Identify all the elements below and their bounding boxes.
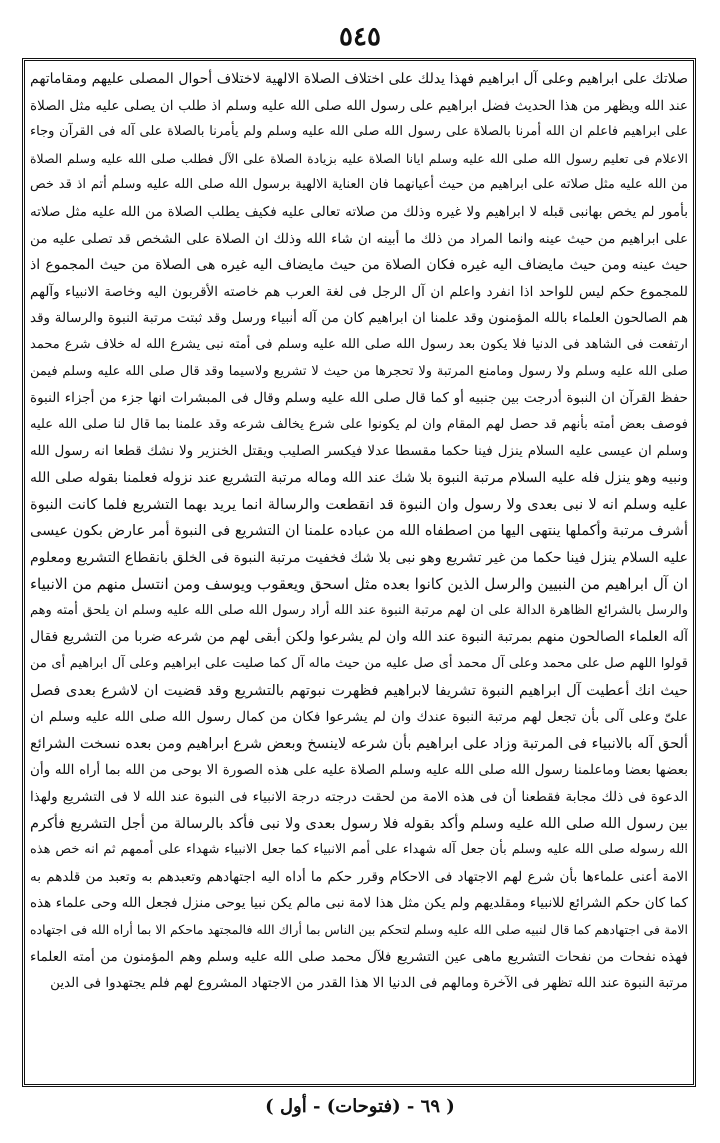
text-line: الامة أعنى علماءها بأن شرع لهم الاجتهاد فى الاحكام وقرر حكم ما أداه اليه اجتهادهم وتعبدهم به وتعبد من قلدهم به xyxy=(30,868,688,885)
text-line: على ابراهيم من حيث عينه وانما المراد من ذلك ما أبينه ان شاء الله وذلك ان الصلاة على الشخص قد تصلى عليه من xyxy=(30,230,688,247)
text-line: علىّ وعلى آلى بأن تجعل لهم مرتبة النبوة عندك وان لم يشرعوا فكان من كمال رسول الله صلى الله عليه وسلم ان xyxy=(30,709,688,726)
text-line: بأمور لم يخص بهانبى قبله لا ابراهيم ولا غيره وذلك من صلاته تعالى عليه فكيف يطلب الصلاة من الله عليه مثل صلاته xyxy=(30,203,688,220)
text-line: الامة فى اجتهادهم كما قال لنبيه صلى الله عليه وسلم لتحكم بين الناس بما أراك الله فالمجتهد ماحكم الا بما أراه الله فى اجتهاده xyxy=(30,922,688,937)
text-line: الاعلام فى تعليم رسول الله صلى الله عليه وسلم ايانا الصلاة عليه بزيادة الصلاة على الآل فطلب صلى الله عليه وسلم الصلاة xyxy=(30,150,688,166)
text-line: حيث انك أعطيت آل ابراهيم النبوة تشريفا لابراهيم فظهرت نبوتهم بالتشريع وقد قضيت ان لاشرع بعدى فصل xyxy=(30,682,688,699)
text-line: بعضها بعضا وماعلمنا رسول الله صلى الله عليه وسلم الصلاة عليه على هذه الصورة الا بوحى من الله بما أراه الله وأن xyxy=(30,762,688,779)
text-line: ونبيه وهو ينزل فله عليه السلام مرتبة النبوة بلا شك عند الله وماله مرتبة التشريع عند نزوله فعلمنا بقوله صلى الله xyxy=(30,469,688,486)
text-line: عليه السلام ينزل فينا حكما من غير تشريع وهو نبى بلا شك فخفيت مرتبة النبوة فى الخلق بانقطاع التشريع ومعلوم xyxy=(30,549,688,566)
text-line: للمجموع حكم ليس للواحد اذا انفرد واعلم ان آل الرجل فى لغة العرب هم خاصته الأقربون اليه وخاصة الانبياء وآلهم xyxy=(30,283,688,300)
text-line: وسلم ان عيسى عليه السلام ينزل فينا حكما مقسطا عدلا فيكسر الصليب ويقتل الخنزير ولا نشك قطعا انه رسول الله xyxy=(30,443,688,460)
text-line: فوصف بعض أمته بأنهم قد حصل لهم المقام وان لم يكونوا على شرع يخالف شرعه وقد علمنا بما قال لنا صلى الله عليه xyxy=(30,416,688,432)
text-line: حفظ القرآن ان النبوة أدرجت بين جنبيه أو كما قال صلى الله عليه وسلم وقال فى المبشرات انها جزء من أجزاء النبوة xyxy=(30,390,688,407)
text-line: الدعوة فى ذلك مجابة فقطعنا أن فى هذه الامة من لحقت درجته درجة الانبياء فى النبوة عند الله لا فى التشريع ولهذا xyxy=(30,789,688,806)
text-line: قولوا اللهم صل على محمد وعلى آل محمد أى صل عليه من حيث ماله آل كما صليت على ابراهيم وعلى آل ابراهيم أى من xyxy=(30,656,688,672)
text-line: مرتبة النبوة عند الله تظهر فى الآخرة ومالهم فى الدنيا الا هذا القدر من الاجتهاد المشروع لهم فلم يجتهدوا فى الدين xyxy=(50,975,688,992)
text-line: ارتفعت فى الشاهد فى الدنيا فلا يكون بعد رسول الله صلى الله عليه وسلم فى أمته نبى يشرع الله له خلاف شرع محمد xyxy=(30,336,688,352)
text-line: بين رسول الله صلى الله عليه وسلم وأكد بقوله فلا رسول بعدى ولا نبى فأكد بالرسالة من أجل التشريع فأكرم xyxy=(30,815,688,832)
text-line: عند الله ويظهر من هذا الحديث فضل ابراهيم على رسول الله صلى الله عليه وسلم اذ طلب ان يصلى عليه مثل الصلاة xyxy=(30,97,688,114)
text-line: حيث عينه ومن حيث مايضاف اليه غيره فكان الصلاة من حيث مايضاف اليه غيره هى الصلاة من حيث المجموع اذ xyxy=(30,257,688,274)
text-line: صلى الله عليه وسلم ولا رسول ومامنع المرتبة ولا تحجرها من حيث لا تشريع ولاسيما وقد قال صلى الله عليه وسلم فيمن xyxy=(30,363,688,379)
text-line: على ابراهيم فاعلم ان الله أمرنا بالصلاة على رسول الله صلى الله عليه وسلم ولم يأمرنا بالصلاة على آله فى القرآن وجاء xyxy=(30,124,688,140)
text-line: من الله عليه مثل صلاته على ابراهيم من حيث أعيانهما فان العناية الالهية برسول الله صلى الله عليه وسلم أتم اذ قد خص xyxy=(30,177,688,193)
text-line: هم الصالحون العلماء بالله المؤمنون وقد علمنا ان ابراهيم كان من آله أنبياء ورسل وقد ثبتت مرتبة النبوة والرسالة وقد xyxy=(30,310,688,327)
text-line: ألحق آله بالانبياء فى المرتبة وزاد على ابراهيم بأن شرعه لاينسخ وبعض شرع ابراهيم ومن بعده نسخت الشرائع xyxy=(30,735,688,752)
text-line: صلاتك على ابراهيم وعلى آل ابراهيم فهذا يدلك على اختلاف الصلاة الالهية لاختلاف أحوال المصلى عليهم ومقاماتهم xyxy=(30,71,688,87)
text-line: ان آل ابراهيم من النبيين والرسل الذين كانوا بعده مثل اسحق ويعقوب ويوسف ومن انتسل منهم من الانبياء xyxy=(30,575,688,594)
text-line: كما كان حكم الشرائع للانبياء ومقلديهم ولم يكن مثل هذا لامة نبى مالم يكن نبيا يوحى منزل فجعل الله وحى علماء هذه xyxy=(30,895,688,912)
page-number: ٥٤٥ xyxy=(339,22,381,52)
text-line: فهذه نفحات من نفحات التشريع ماهى عين التشريع فلآل محمد صلى الله عليه وسلم وهم المؤمنون من أمته العلماء xyxy=(30,948,688,965)
page-footer: ( ٦٩ - (فتوحات) - أول ) xyxy=(265,1096,455,1117)
text-line: آله العلماء الصالحون منهم بمرتبة النبوة عند الله وان لم يشرعوا ولكن أبقى لهم من شرعه ضربا من التشريع فقال xyxy=(30,629,688,646)
text-line: عليه وسلم انه لا نبى بعدى ولا رسول وان النبوة قد انقطعت والرسالة انما يريد بهما التشريع فلما كانت النبوة xyxy=(30,496,688,513)
text-line: أشرف مرتبة وأكملها ينتهى اليها من اصطفاه الله من عباده علمنا ان التشريع فى النبوة أمر عارض بكون عيسى xyxy=(30,523,688,540)
main-text-block xyxy=(30,66,688,1079)
text-line: والرسل بالشرائع الظاهرة الدالة على ان لهم مرتبة النبوة عند الله أراد رسول الله صلى الله عليه وسلم ان يلحق أمته وهم xyxy=(30,602,688,618)
text-line: الله رسوله صلى الله عليه وسلم بأن جعل آله شهداء على أمم الانبياء كما جعل الانبياء شهداء على أممهم ثم انه خص هذه xyxy=(30,842,688,858)
